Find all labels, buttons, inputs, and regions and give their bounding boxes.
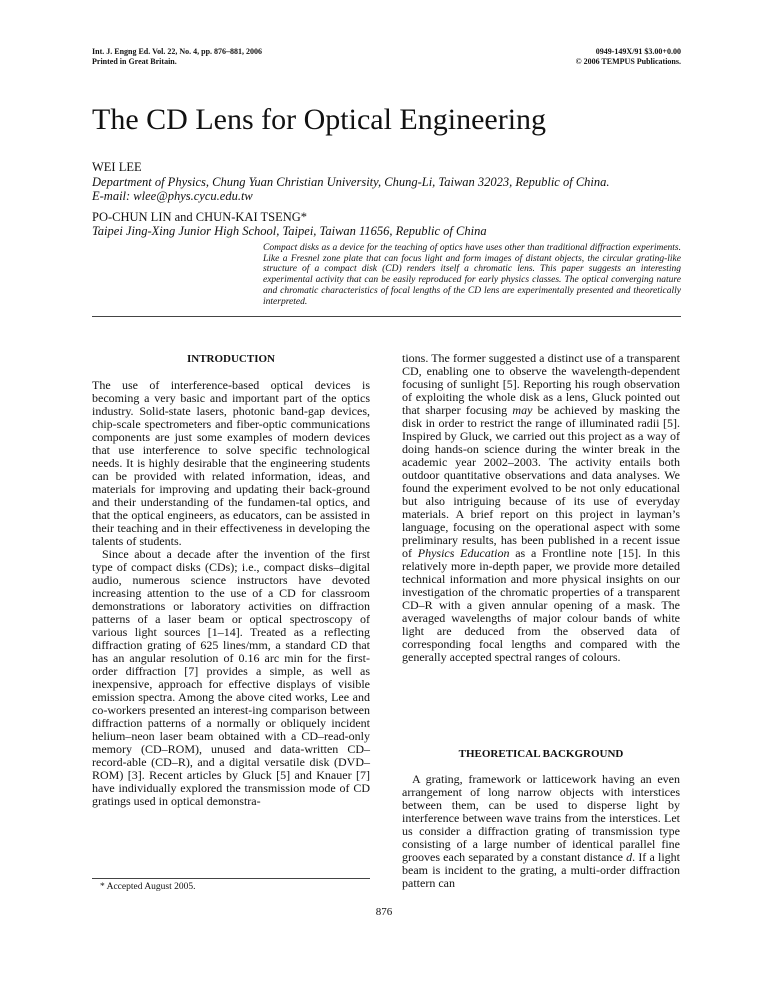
paper-title: The CD Lens for Optical Engineering [92, 103, 547, 136]
author-2: PO-CHUN LIN and CHUN-KAI TSENG* [92, 210, 308, 224]
paragraph: The use of interference-based optical devices is becoming a very basic and important part of the optics industry. Solid-state lasers, photonic band-gap devices, chip-scale spectrometers and fiber-optic communications components are just some examples of modern devices that use interference to solve specific technological needs. It is highly desirable that the engineering students can be provided with related information, ideas, and materials for improving and updating their back-ground and their understanding of the fundamen-tal optics, and that the optical engineers, as educators, can be assisted in their teaching and in their effectiveness in developing the talents of students. [92, 378, 370, 548]
author-1: WEI LEE [92, 160, 142, 174]
right-column [402, 352, 680, 664]
journal-name: Physics Education [417, 546, 510, 560]
publisher-header [480, 47, 681, 66]
text: as a Frontline note [15]. In this relatively more in-depth paper, we provide more detailed technical information and more physical insights on our investigation of the chromatic properties of a transparent CD–R with a given annular opening of a mask. The averaged wavelengths of major colour bands of white light are deduced from the observed data of corresponding focal lengths and compared with the generally accepted spectral ranges of colours. [402, 546, 681, 664]
copyright: © 2006 TEMPUS Publications. [575, 56, 681, 66]
theory-column [402, 773, 680, 890]
text: tions. The former suggested a distinct use of a transparent CD, enabling one to observe the wavelength-dependent focusing of sunlight [5]. Reporting his rough observation of exploiting the whole disk as a lens, Gluck pointed out that sharper focusing [402, 351, 680, 417]
paragraph: Since about a decade after the invention of the first type of compact disks (CDs); i.e., compact disks–digital audio, numerous science instructors have devoted increasing attention to the use of a CD for classroom demonstrations or laboratory activities on diffraction patterns of a laser beam or optical spectroscopy of various light sources [1–14]. Treated as a reflecting diffraction grating of 625 lines/mm, a standard CD that has an angular resolution of 0.16 arc min for the first-order diffraction [7] provides a simple, as well as inexpensive, approach for effective displays of visible emission spectra. Among the above cited works, Lee and co-workers presented an interest-ing comparison between diffraction patterns of a normally or obliquely incident helium–neon laser beam obtained with a CD–read-only memory (CD–ROM), unused and data-written CD–record-able (CD–R), and a digital versatile disk (DVD–ROM) [3]. Recent articles by Gluck [5] and Knauer [7] have individually explored the transmission mode of CD gratings used in optical demonstra- [92, 547, 370, 808]
printed-in: Printed in Great Britain. [92, 56, 177, 66]
paragraph [402, 352, 680, 664]
section-heading-introduction: INTRODUCTION [186, 353, 275, 365]
issn-price: 0949-149X/91 $3.00+0.00 [595, 47, 681, 56]
text: . If a light beam is incident to the grating, a multi-order diffraction pattern can [402, 850, 680, 890]
affiliation-1: Department of Physics, Chung Yuan Christian University, Chung-Li, Taiwan 32023, Republic of China. [92, 175, 610, 189]
journal-header [92, 47, 262, 66]
variable: d [626, 850, 633, 864]
journal-citation: Int. J. Engng Ed. Vol. 22, No. 4, pp. 876–881, 2006 [92, 47, 263, 56]
abstract: Compact disks as a device for the teaching of optics have uses other than traditional diffraction experiments. Like a Fresnel zone plate that can focus light and form images of distant objects, the circular grating-like structure of a compact disk (CD) renders itself a chromatic lens. This paper suggests an interesting experimental activity that can be easily reproduced for early physics classes. The optical converging nature and chromatic characteristics of focal lengths of the CD lens are experimentally presented and theoretically interpreted. [263, 243, 681, 307]
affiliation-2: Taipei Jing-Xing Junior High School, Taipei, Taiwan 11656, Republic of China [92, 224, 487, 238]
left-column [92, 379, 370, 808]
emphasis: may [512, 403, 533, 417]
text: be achieved by masking the disk in order to restrict the range of illuminated radii [5]. Inspired by Gluck, we carried out this project as a way of doing hands-on science during the winter break in the academic year 2002–2003. The activity entails both outdoor quantitative observations and data analyses. We found the experiment evolved to be not only educational but also intriguing because of its use of everyday materials. A brief report on this project in layman’s language, focusing on the operational aspect with some preliminary results, has been published in a recent issue of [402, 403, 680, 560]
email: E-mail: wlee@phys.cycu.edu.tw [92, 189, 253, 203]
section-heading-theory: THEORETICAL BACKGROUND [458, 748, 624, 760]
page-number: 876 [375, 906, 393, 918]
header-divider [92, 316, 681, 317]
footnote-divider [92, 878, 370, 879]
text: A grating, framework or latticework having an even arrangement of long narrow objects with interstices between them, can be used to disperse light by interference between wave trains from the interstices. Let us consider a diffraction grating of transmission type consisting of a large number of identical parallel fine grooves each separated by a constant distance [402, 772, 680, 864]
paragraph [402, 773, 680, 890]
footnote: * Accepted August 2005. [100, 882, 196, 892]
